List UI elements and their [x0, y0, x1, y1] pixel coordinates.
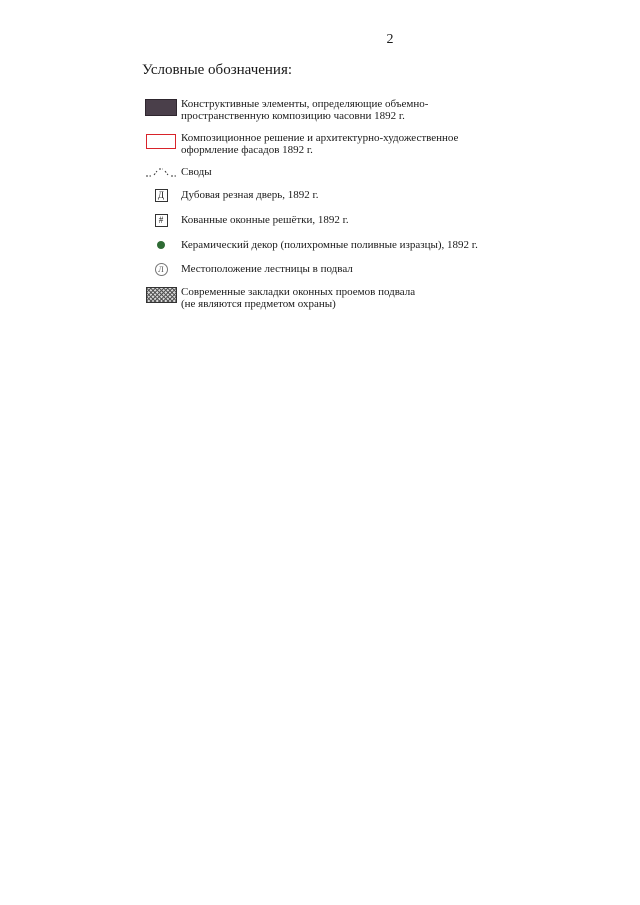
- green-dot-icon: [145, 239, 177, 248]
- legend-item-basement-stairs: [145, 263, 545, 276]
- dark-swatch-icon: [145, 98, 177, 116]
- boxed-hash-icon: #: [145, 214, 177, 227]
- legend-item-text: Конструктивные элементы, определяющие объемно- пространственную композицию часовни 1892 г.: [181, 98, 429, 122]
- legend-item-text: Керамический декор (полихромные поливные изразцы), 1892 г.: [181, 239, 478, 251]
- boxed-letter-d-icon: Д: [145, 189, 177, 202]
- legend-item-text: Местоположение лестницы в подвал: [181, 263, 353, 275]
- legend-item-text: Современные закладки оконных проемов подвала (не являются предметом охраны): [181, 286, 416, 310]
- circled-letter-l-icon: Л: [145, 263, 177, 276]
- legend-item-window-grilles: [145, 214, 545, 227]
- legend: [145, 98, 545, 310]
- legend-item-modern-window-fillings: [145, 286, 545, 310]
- legend-item-text: Кованные оконные решётки, 1892 г.: [181, 214, 349, 226]
- legend-item-oak-door: [145, 189, 545, 202]
- legend-item-vaults: [145, 166, 545, 178]
- hatched-swatch-icon: [145, 286, 177, 303]
- legend-item-text: Своды: [181, 166, 212, 178]
- legend-item-facade-design: [145, 132, 545, 156]
- legend-item-ceramic-decor: [145, 239, 545, 251]
- legend-item-text: Композиционное решение и архитектурно-художественное оформление фасадов 1892 г.: [181, 132, 459, 156]
- legend-title: Условные обозначения:: [142, 62, 293, 78]
- dashed-line-icon: [145, 166, 177, 178]
- legend-item-structural-elements: [145, 98, 545, 122]
- red-outline-swatch-icon: [145, 132, 177, 149]
- page-number: 2: [386, 32, 394, 47]
- legend-item-text: Дубовая резная дверь, 1892 г.: [181, 189, 319, 201]
